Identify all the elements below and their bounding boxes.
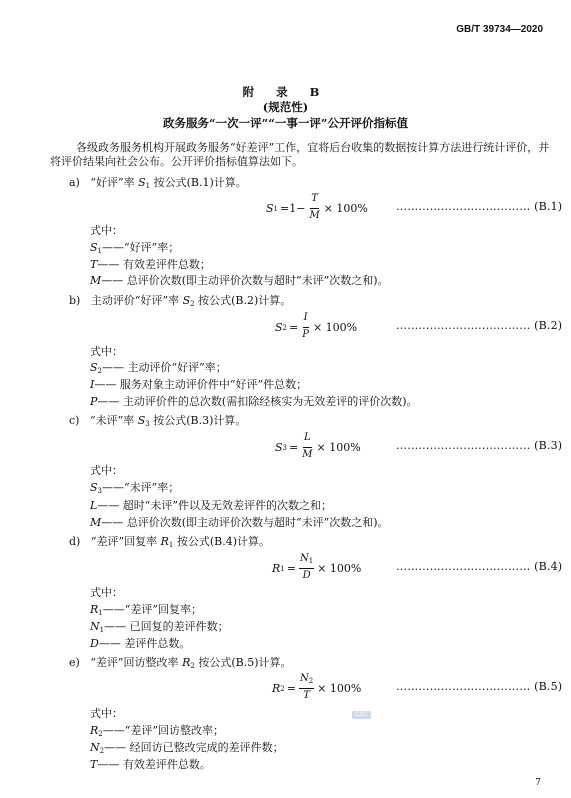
watermark-logo: CSC: [352, 711, 371, 719]
appendix-type: (规范性): [262, 100, 309, 114]
equation-ref: (B.5): [534, 680, 563, 693]
definition-t: T—— 有效差评件总数；: [90, 258, 211, 271]
equation-ref: (B.1): [534, 200, 563, 213]
equation-ref: (B.3): [534, 439, 563, 452]
formula-b1: S 1 =1− $\frac{T}{M}$ × 100%: [266, 193, 368, 224]
leader-dots: ……………………………… (B.3): [396, 439, 563, 452]
definition-m2: M—— 总评价次数(即主动评价次数与超时“未评”次数之和)。: [90, 516, 389, 529]
definition-r1: $R_1——“$差评”回复率；: [90, 603, 203, 617]
section-b-intro: b) 主动评价“好评”率 $S_2$ 按公式(B.2)计算。: [69, 294, 292, 308]
equation-ref: (B.4): [534, 560, 563, 573]
section-a-intro: a) “好评”率 $S_1$ 按公式(B.1)计算。: [69, 176, 247, 190]
leader-dots: ……………………………… (B.2): [396, 319, 563, 332]
appendix-title: 政务服务“一次一评”“一事一评”公开评价指标值: [163, 116, 408, 130]
fraction: $\frac{N_1}{D}$: [299, 553, 314, 581]
definition-d: D—— 差评件总数。: [90, 637, 191, 650]
list-marker: e): [69, 656, 80, 669]
list-marker: c): [69, 414, 80, 427]
where-label: 式中：: [90, 707, 123, 720]
definition-i: I—— 服务对象主动评价件中“好评”件总数；: [90, 378, 308, 391]
formula-b3: S 3 = $\frac{L}{M}$ × 100%: [275, 432, 361, 463]
equation-ref: (B.2): [534, 319, 563, 332]
definition-r2: $R_2——“$差评”回访整改率；: [90, 724, 225, 738]
intro-line-1: 各级政务服务机构开展政务服务“好差评”工作，宜将后台收集的数据按计算方法进行统计评价，并: [76, 141, 550, 154]
definition-s2: $S_2——$ 主动评价“好评”率；: [90, 361, 227, 375]
where-label: 式中：: [90, 224, 123, 237]
formula-b5: R 2 = $\frac{N_2}{T}$ × 100%: [272, 673, 361, 704]
leader-dots: ……………………………… (B.4): [396, 560, 563, 573]
list-marker: a): [69, 176, 80, 189]
intro-line-2: 将评价结果向社会公布。公开评价指标值算法如下。: [50, 155, 303, 168]
formula-b4: R 1 = $\frac{N_1}{D}$ × 100%: [272, 553, 361, 584]
section-d-intro: d) “差评”回复率 $R_1$ 按公式(B.4)计算。: [69, 535, 271, 549]
fraction: $\frac{N_2}{T}$: [299, 673, 314, 701]
fraction: $\frac{I}{P}$: [302, 312, 309, 340]
appendix-label: 附 录 B: [242, 85, 329, 99]
definition-t2: T—— 有效差评件总数。: [90, 758, 211, 771]
where-label: 式中：: [90, 586, 123, 599]
fraction: $\frac{L}{M}$: [302, 432, 313, 460]
leader-dots: ……………………………… (B.5): [396, 680, 563, 693]
definition-n1: $N_1——$ 已回复的差评件数；: [90, 620, 229, 634]
definition-p: P—— 主动评价件的总次数(需扣除经核实为无效差评的评价次数)。: [90, 395, 418, 408]
page-number: 7: [535, 778, 541, 788]
definition-n2: $N_2——$ 经回访已整改完成的差评件数；: [90, 741, 284, 755]
leader-dots: ……………………………… (B.1): [396, 200, 563, 213]
where-label: 式中：: [90, 345, 123, 358]
standard-code: GB/T 39734—2020: [456, 24, 543, 35]
list-marker: b): [69, 294, 81, 307]
definition-s3: $S_3——“$未评”率；: [90, 481, 180, 495]
where-label: 式中：: [90, 464, 123, 477]
fraction: $\frac{T}{M}$: [309, 193, 320, 221]
section-c-intro: c) “未评”率 $S_3$ 按公式(B.3)计算。: [69, 414, 247, 428]
definition-m: M—— 总评价次数(即主动评价次数与超时“未评”次数之和)。: [90, 274, 389, 287]
formula-b2: S 2 = $\frac{I}{P}$ × 100%: [275, 312, 357, 343]
list-marker: d): [69, 535, 81, 548]
section-e-intro: e) “差评”回访整改率 $R_2$ 按公式(B.5)计算。: [69, 656, 292, 670]
definition-s1: $S_1——“$好评”率；: [90, 241, 180, 255]
definition-l: L—— 超时“未评”件以及无效差评件的次数之和；: [90, 499, 333, 512]
